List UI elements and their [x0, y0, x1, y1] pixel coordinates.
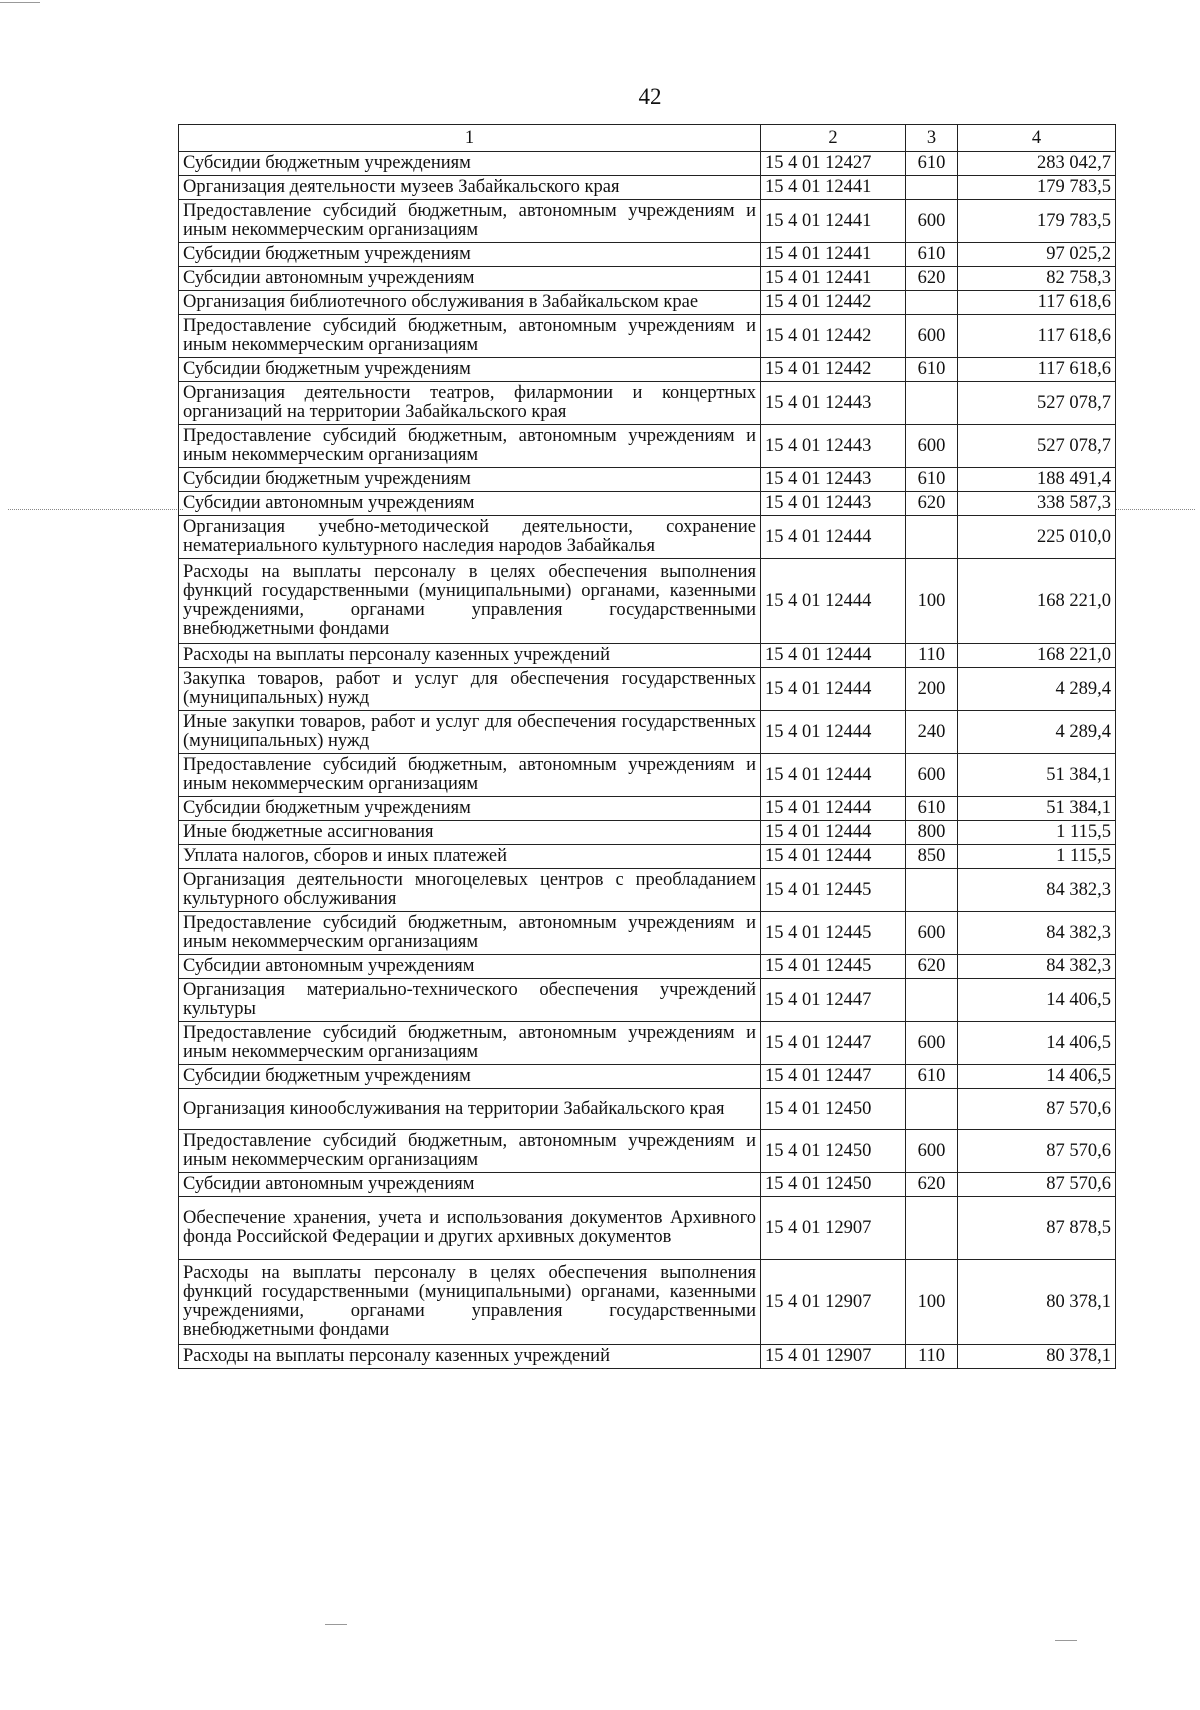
row-code: 15 4 01 12444 — [761, 559, 906, 644]
table-row — [179, 382, 1116, 425]
row-amount: 84 382,3 — [958, 869, 1116, 912]
row-code: 15 4 01 12443 — [761, 468, 906, 492]
row-amount: 51 384,1 — [958, 754, 1116, 797]
row-name: Предоставление субсидий бюджетным, автономным учреждениям и иным некоммерческим организациям — [179, 200, 761, 243]
row-code: 15 4 01 12442 — [761, 358, 906, 382]
table-row — [179, 559, 1116, 644]
table-row — [179, 1130, 1116, 1173]
table-row — [179, 797, 1116, 821]
table-row — [179, 1022, 1116, 1065]
row-name: Субсидии бюджетным учреждениям — [179, 468, 761, 492]
table-row — [179, 291, 1116, 315]
row-name: Предоставление субсидий бюджетным, автономным учреждениям и иным некоммерческим организациям — [179, 1130, 761, 1173]
row-code: 15 4 01 12442 — [761, 291, 906, 315]
row-expense-type: 600 — [906, 912, 958, 955]
row-name: Иные бюджетные ассигнования — [179, 821, 761, 845]
row-code: 15 4 01 12444 — [761, 516, 906, 559]
table-row — [179, 869, 1116, 912]
row-expense-type: 100 — [906, 1260, 958, 1345]
row-name: Субсидии бюджетным учреждениям — [179, 152, 761, 176]
row-amount: 97 025,2 — [958, 243, 1116, 267]
row-code: 15 4 01 12443 — [761, 492, 906, 516]
row-amount: 117 618,6 — [958, 291, 1116, 315]
table-row — [179, 912, 1116, 955]
row-code: 15 4 01 12447 — [761, 1065, 906, 1089]
row-expense-type — [906, 1197, 958, 1260]
table-row — [179, 200, 1116, 243]
table-row — [179, 516, 1116, 559]
row-expense-type: 610 — [906, 358, 958, 382]
row-amount: 87 878,5 — [958, 1197, 1116, 1260]
table-row — [179, 176, 1116, 200]
row-expense-type: 800 — [906, 821, 958, 845]
row-amount: 179 783,5 — [958, 176, 1116, 200]
row-amount: 179 783,5 — [958, 200, 1116, 243]
row-amount: 188 491,4 — [958, 468, 1116, 492]
row-expense-type: 200 — [906, 668, 958, 711]
row-amount: 14 406,5 — [958, 1065, 1116, 1089]
table-row — [179, 711, 1116, 754]
row-name: Закупка товаров, работ и услуг для обеспечения государственных (муниципальных) нужд — [179, 668, 761, 711]
table-row — [179, 358, 1116, 382]
row-expense-type — [906, 979, 958, 1022]
row-name: Предоставление субсидий бюджетным, автономным учреждениям и иным некоммерческим организациям — [179, 1022, 761, 1065]
table-row — [179, 152, 1116, 176]
row-name: Субсидии автономным учреждениям — [179, 492, 761, 516]
row-code: 15 4 01 12444 — [761, 754, 906, 797]
row-code: 15 4 01 12444 — [761, 711, 906, 754]
row-amount: 82 758,3 — [958, 267, 1116, 291]
row-expense-type: 240 — [906, 711, 958, 754]
row-name: Организация материально-технического обеспечения учреждений культуры — [179, 979, 761, 1022]
row-expense-type: 600 — [906, 754, 958, 797]
table-row — [179, 492, 1116, 516]
row-amount: 338 587,3 — [958, 492, 1116, 516]
row-name: Расходы на выплаты персоналу в целях обеспечения выполнения функций государственными (муниципальными) органами, казенными учреждениями, органами управления государственными внебюджетными фондами — [179, 1260, 761, 1345]
row-expense-type: 600 — [906, 200, 958, 243]
row-code: 15 4 01 12907 — [761, 1345, 906, 1369]
row-name: Субсидии автономным учреждениям — [179, 1173, 761, 1197]
row-amount: 4 289,4 — [958, 668, 1116, 711]
row-amount: 84 382,3 — [958, 955, 1116, 979]
table-row — [179, 468, 1116, 492]
row-code: 15 4 01 12441 — [761, 243, 906, 267]
page-number: 42 — [638, 84, 662, 109]
scan-artifact-line — [0, 2, 40, 3]
row-name: Предоставление субсидий бюджетным, автономным учреждениям и иным некоммерческим организациям — [179, 315, 761, 358]
row-amount: 4 289,4 — [958, 711, 1116, 754]
table-row — [179, 315, 1116, 358]
table-row — [179, 1345, 1116, 1369]
row-code: 15 4 01 12450 — [761, 1173, 906, 1197]
row-code: 15 4 01 12427 — [761, 152, 906, 176]
row-code: 15 4 01 12444 — [761, 845, 906, 869]
row-code: 15 4 01 12441 — [761, 267, 906, 291]
row-amount: 527 078,7 — [958, 425, 1116, 468]
row-code: 15 4 01 12907 — [761, 1197, 906, 1260]
row-amount: 1 115,5 — [958, 821, 1116, 845]
row-code: 15 4 01 12447 — [761, 1022, 906, 1065]
row-code: 15 4 01 12447 — [761, 979, 906, 1022]
row-amount: 80 378,1 — [958, 1345, 1116, 1369]
table-row — [179, 1173, 1116, 1197]
row-amount: 168 221,0 — [958, 559, 1116, 644]
table-row — [179, 1089, 1116, 1130]
scan-artifact-line — [8, 509, 183, 510]
table-row — [179, 821, 1116, 845]
scan-artifact-line — [325, 1624, 347, 1625]
row-amount: 168 221,0 — [958, 644, 1116, 668]
row-name: Субсидии бюджетным учреждениям — [179, 358, 761, 382]
header-col-4: 4 — [958, 125, 1116, 152]
row-code: 15 4 01 12907 — [761, 1260, 906, 1345]
table-row — [179, 754, 1116, 797]
row-code: 15 4 01 12445 — [761, 955, 906, 979]
row-name: Расходы на выплаты персоналу в целях обеспечения выполнения функций государственными (муниципальными) органами, казенными учреждениями, органами управления государственными внебюджетными фондами — [179, 559, 761, 644]
row-expense-type: 620 — [906, 267, 958, 291]
table-row — [179, 243, 1116, 267]
row-expense-type: 110 — [906, 644, 958, 668]
scan-artifact-line — [1115, 509, 1195, 510]
row-expense-type — [906, 291, 958, 315]
table-row — [179, 955, 1116, 979]
row-expense-type: 850 — [906, 845, 958, 869]
header-col-3: 3 — [906, 125, 958, 152]
table-row — [179, 1260, 1116, 1345]
row-name: Иные закупки товаров, работ и услуг для обеспечения государственных (муниципальных) нужд — [179, 711, 761, 754]
row-expense-type: 610 — [906, 468, 958, 492]
row-amount: 117 618,6 — [958, 358, 1116, 382]
row-code: 15 4 01 12441 — [761, 176, 906, 200]
header-col-1: 1 — [179, 125, 761, 152]
row-amount: 87 570,6 — [958, 1089, 1116, 1130]
row-expense-type: 600 — [906, 315, 958, 358]
row-amount: 51 384,1 — [958, 797, 1116, 821]
row-expense-type: 100 — [906, 559, 958, 644]
row-expense-type: 610 — [906, 1065, 958, 1089]
row-name: Организация деятельности театров, филармонии и концертных организаций на территории Забайкальского края — [179, 382, 761, 425]
row-code: 15 4 01 12443 — [761, 382, 906, 425]
row-code: 15 4 01 12450 — [761, 1089, 906, 1130]
row-amount: 527 078,7 — [958, 382, 1116, 425]
row-code: 15 4 01 12445 — [761, 869, 906, 912]
row-expense-type: 620 — [906, 1173, 958, 1197]
row-expense-type — [906, 382, 958, 425]
row-name: Субсидии бюджетным учреждениям — [179, 1065, 761, 1089]
row-expense-type: 610 — [906, 152, 958, 176]
row-expense-type — [906, 869, 958, 912]
row-expense-type — [906, 516, 958, 559]
budget-table — [178, 124, 1116, 1369]
row-name: Расходы на выплаты персоналу казенных учреждений — [179, 644, 761, 668]
scan-artifact-line — [1055, 1640, 1077, 1641]
row-name: Субсидии бюджетным учреждениям — [179, 797, 761, 821]
row-name: Организация деятельности многоцелевых центров с преобладанием культурного обслуживания — [179, 869, 761, 912]
row-name: Субсидии бюджетным учреждениям — [179, 243, 761, 267]
row-code: 15 4 01 12445 — [761, 912, 906, 955]
table-row — [179, 668, 1116, 711]
table-row — [179, 267, 1116, 291]
table-row — [179, 425, 1116, 468]
row-code: 15 4 01 12443 — [761, 425, 906, 468]
row-amount: 14 406,5 — [958, 1022, 1116, 1065]
row-code: 15 4 01 12444 — [761, 668, 906, 711]
row-name: Предоставление субсидий бюджетным, автономным учреждениям и иным некоммерческим организациям — [179, 912, 761, 955]
row-amount: 225 010,0 — [958, 516, 1116, 559]
row-name: Организация деятельности музеев Забайкальского края — [179, 176, 761, 200]
row-name: Субсидии автономным учреждениям — [179, 955, 761, 979]
row-expense-type: 600 — [906, 425, 958, 468]
row-expense-type: 610 — [906, 243, 958, 267]
row-name: Уплата налогов, сборов и иных платежей — [179, 845, 761, 869]
row-amount: 1 115,5 — [958, 845, 1116, 869]
row-amount: 87 570,6 — [958, 1130, 1116, 1173]
row-code: 15 4 01 12441 — [761, 200, 906, 243]
row-amount: 80 378,1 — [958, 1260, 1116, 1345]
row-amount: 87 570,6 — [958, 1173, 1116, 1197]
row-code: 15 4 01 12450 — [761, 1130, 906, 1173]
row-expense-type — [906, 176, 958, 200]
row-name: Предоставление субсидий бюджетным, автономным учреждениям и иным некоммерческим организациям — [179, 425, 761, 468]
row-code: 15 4 01 12444 — [761, 821, 906, 845]
row-name: Субсидии автономным учреждениям — [179, 267, 761, 291]
row-name: Организация кинообслуживания на территории Забайкальского края — [179, 1089, 761, 1130]
row-amount: 283 042,7 — [958, 152, 1116, 176]
row-expense-type — [906, 1089, 958, 1130]
row-amount: 117 618,6 — [958, 315, 1116, 358]
row-name: Обеспечение хранения, учета и использования документов Архивного фонда Российской Федерации и других архивных документов — [179, 1197, 761, 1260]
row-expense-type: 110 — [906, 1345, 958, 1369]
row-amount: 84 382,3 — [958, 912, 1116, 955]
table-header-row — [179, 125, 1116, 152]
table-row — [179, 1065, 1116, 1089]
table-row — [179, 979, 1116, 1022]
header-col-2: 2 — [761, 125, 906, 152]
row-expense-type: 620 — [906, 492, 958, 516]
row-code: 15 4 01 12444 — [761, 797, 906, 821]
row-name: Предоставление субсидий бюджетным, автономным учреждениям и иным некоммерческим организациям — [179, 754, 761, 797]
row-code: 15 4 01 12442 — [761, 315, 906, 358]
row-code: 15 4 01 12444 — [761, 644, 906, 668]
row-expense-type: 610 — [906, 797, 958, 821]
table-row — [179, 1197, 1116, 1260]
row-name: Расходы на выплаты персоналу казенных учреждений — [179, 1345, 761, 1369]
row-name: Организация учебно-методической деятельности, сохранение нематериального культурного наследия народов Забайкалья — [179, 516, 761, 559]
row-amount: 14 406,5 — [958, 979, 1116, 1022]
row-expense-type: 600 — [906, 1130, 958, 1173]
table-row — [179, 845, 1116, 869]
row-expense-type: 620 — [906, 955, 958, 979]
row-name: Организация библиотечного обслуживания в Забайкальском крае — [179, 291, 761, 315]
row-expense-type: 600 — [906, 1022, 958, 1065]
table-row — [179, 644, 1116, 668]
